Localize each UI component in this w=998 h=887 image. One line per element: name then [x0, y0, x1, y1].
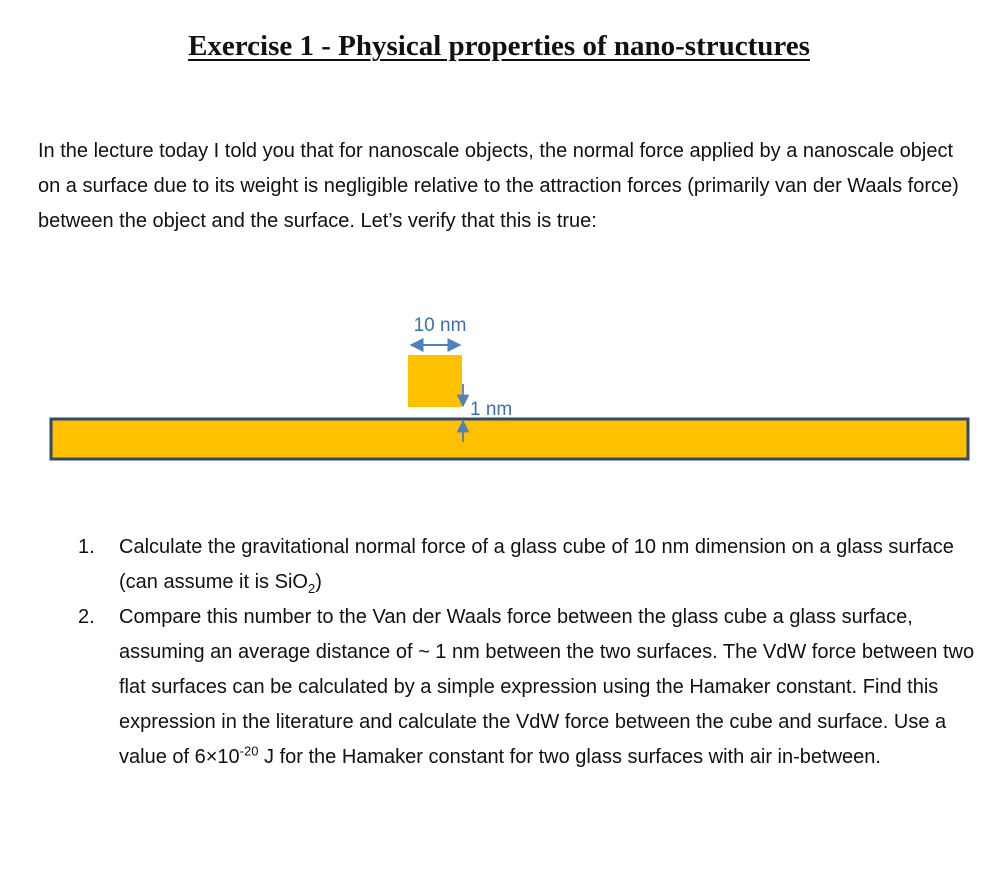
intro-paragraph: In the lecture today I told you that for nanoscale objects, the normal force applied by a nanoscale object on a surface due to its weight is negligible relative to the attraction forces (primarily van der Waals force) between the object and the surface. Let’s verify that this is true: — [38, 140, 959, 232]
question-text: Compare this number to the Van der Waals force between the glass cube a glass surface, assuming an average distance of ~ 1 nm between the two surfaces. The VdW force between two flat surfaces can be calculated by a simple expression using the Hamaker constant. Find this expression in the literature and calculate the VdW force between the cube and surface. Use a value of 6×10 — [119, 606, 975, 768]
question-number: 2. — [78, 606, 95, 628]
superscript: -20 — [239, 743, 259, 759]
glass-cube — [408, 355, 462, 407]
question-text-end: J for the Hamaker constant for two glass surfaces with air in-between. — [258, 746, 881, 768]
gap-label: 1 nm — [470, 399, 513, 420]
glass-surface — [51, 419, 968, 459]
page-title: Exercise 1 - Physical properties of nano-structures — [188, 30, 810, 62]
question-text-end: ) — [315, 571, 322, 593]
question-number: 1. — [78, 536, 95, 558]
cube-on-surface-diagram — [0, 300, 998, 470]
subscript: 2 — [307, 581, 316, 596]
question-text: Calculate the gravitational normal force of a glass cube of 10 nm dimension on a glass surface (can assume it is SiO — [119, 536, 954, 593]
cube-width-label: 10 nm — [413, 315, 467, 336]
question-1 — [78, 530, 983, 600]
question-2 — [78, 600, 983, 775]
question-list — [78, 530, 983, 775]
